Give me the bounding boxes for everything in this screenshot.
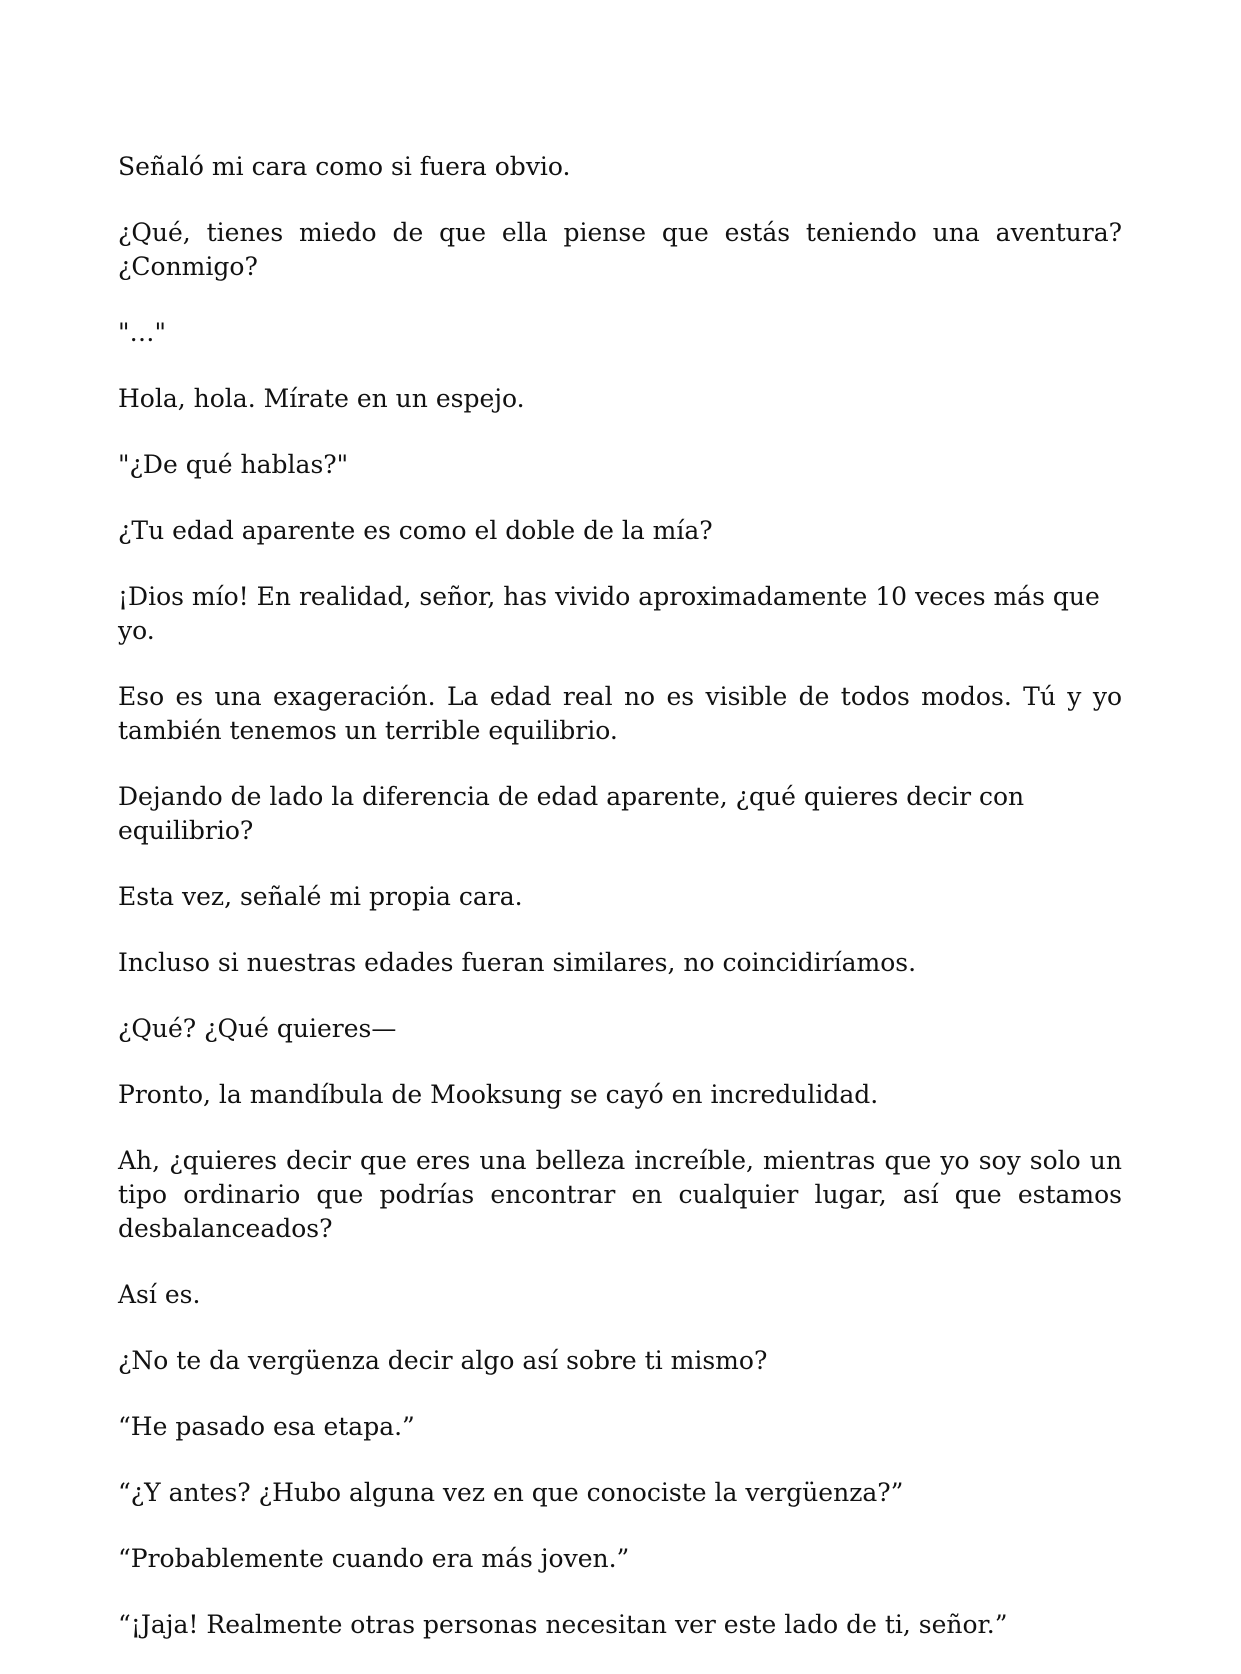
paragraph: Incluso si nuestras edades fueran similares, no coincidiríamos. <box>118 948 917 977</box>
paragraph: Así es. <box>118 1280 201 1309</box>
paragraph: “¿Y antes? ¿Hubo alguna vez en que conociste la vergüenza?” <box>118 1478 904 1507</box>
paragraph: ¿Qué? ¿Qué quieres— <box>118 1014 397 1043</box>
paragraph: “Probablemente cuando era más joven.” <box>118 1544 630 1573</box>
paragraph: ¿Tu edad aparente es como el doble de la mía? <box>118 516 713 545</box>
paragraph: ¿Qué, tienes miedo de que ella piense que estás teniendo una aventura? ¿Conmigo? <box>118 218 1122 281</box>
paragraph: ¿No te da vergüenza decir algo así sobre ti mismo? <box>118 1346 768 1375</box>
paragraph: Dejando de lado la diferencia de edad aparente, ¿qué quieres decir con equilibrio? <box>118 782 1025 845</box>
paragraph: Hola, hola. Mírate en un espejo. <box>118 384 525 413</box>
paragraph: Esta vez, señalé mi propia cara. <box>118 882 523 911</box>
paragraph: Señaló mi cara como si fuera obvio. <box>118 152 571 181</box>
paragraph: “¡Jaja! Realmente otras personas necesitan ver este lado de ti, señor.” <box>118 1610 1008 1639</box>
paragraph: “He pasado esa etapa.” <box>118 1412 415 1441</box>
document-body <box>118 150 1122 1674</box>
paragraph: Pronto, la mandíbula de Mooksung se cayó en incredulidad. <box>118 1080 879 1109</box>
paragraph: Eso es una exageración. La edad real no es visible de todos modos. Tú y yo también tenemos un terrible equilibrio. <box>118 682 1122 745</box>
paragraph: Ah, ¿quieres decir que eres una belleza increíble, mientras que yo soy solo un tipo ordinario que podrías encontrar en cualquier lugar, así que estamos desbalanceados? <box>118 1146 1122 1243</box>
paragraph: ¡Dios mío! En realidad, señor, has vivido aproximadamente 10 veces más que yo. <box>118 582 1100 645</box>
paragraph: "¿De qué hablas?" <box>118 450 349 479</box>
paragraph: "…" <box>118 318 166 347</box>
